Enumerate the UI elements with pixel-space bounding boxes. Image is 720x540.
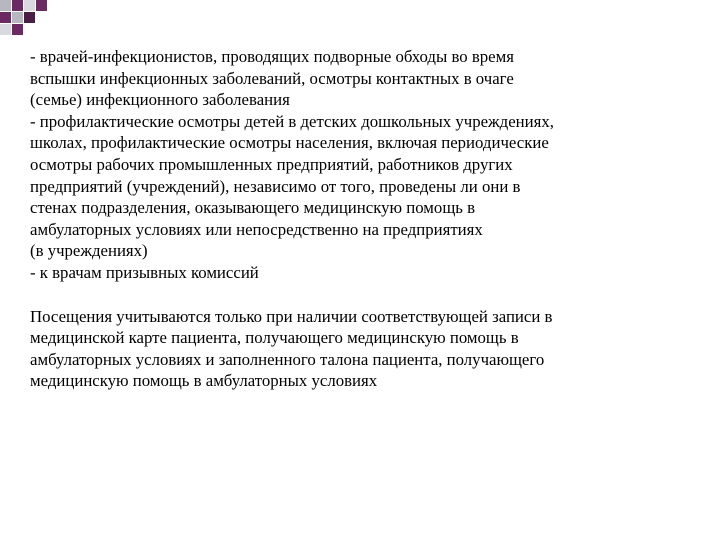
text-line: осмотры рабочих промышленных предприятий, работников других [30, 154, 513, 174]
text-line: амбулаторных условиях и заполненного талона пациента, получающего [30, 349, 545, 369]
decoration-square [0, 12, 11, 23]
text-line: предприятий (учреждений), независимо от того, проведены ли они в [30, 176, 521, 196]
decoration-square [0, 24, 11, 35]
text-line: медицинскую помощь в амбулаторных условиях [30, 371, 378, 391]
text-line: - к врачам призывных комиссий [30, 262, 259, 282]
text-line: амбулаторных условиях или непосредственно на предприятиях [30, 219, 483, 239]
decoration-square [36, 0, 47, 11]
text-line: (семье) инфекционного заболевания [30, 90, 290, 110]
text-line: - профилактические осмотры детей в детских дошкольных учреждениях, [30, 111, 554, 131]
paragraph-draft-commissions [30, 262, 680, 284]
paragraph-visits-counted [30, 306, 680, 392]
text-line: вспышки инфекционных заболеваний, осмотры контактных в очаге [30, 68, 514, 88]
decoration-square [24, 0, 35, 11]
decoration-square [12, 24, 23, 35]
text-line: Посещения учитываются только при наличии соответствующей записи в [30, 306, 553, 326]
paragraph-preventive-exams [30, 111, 680, 262]
text-line: школах, профилактические осмотры населения, включая периодические [30, 133, 549, 153]
text-line: (в учреждениях) [30, 241, 148, 261]
text-line: медицинской карте пациента, получающего медицинскую помощь в [30, 328, 519, 348]
slide-text [30, 46, 680, 392]
paragraph-infectious-doctors [30, 46, 680, 111]
decoration-square [24, 12, 35, 23]
decoration-square [0, 0, 11, 11]
corner-decoration [0, 0, 60, 40]
decoration-square [12, 12, 23, 23]
decoration-square [12, 0, 23, 11]
text-line: стенах подразделения, оказывающего медицинскую помощь в [30, 198, 476, 218]
text-line: - врачей-инфекционистов, проводящих подворные обходы во время [30, 47, 514, 66]
